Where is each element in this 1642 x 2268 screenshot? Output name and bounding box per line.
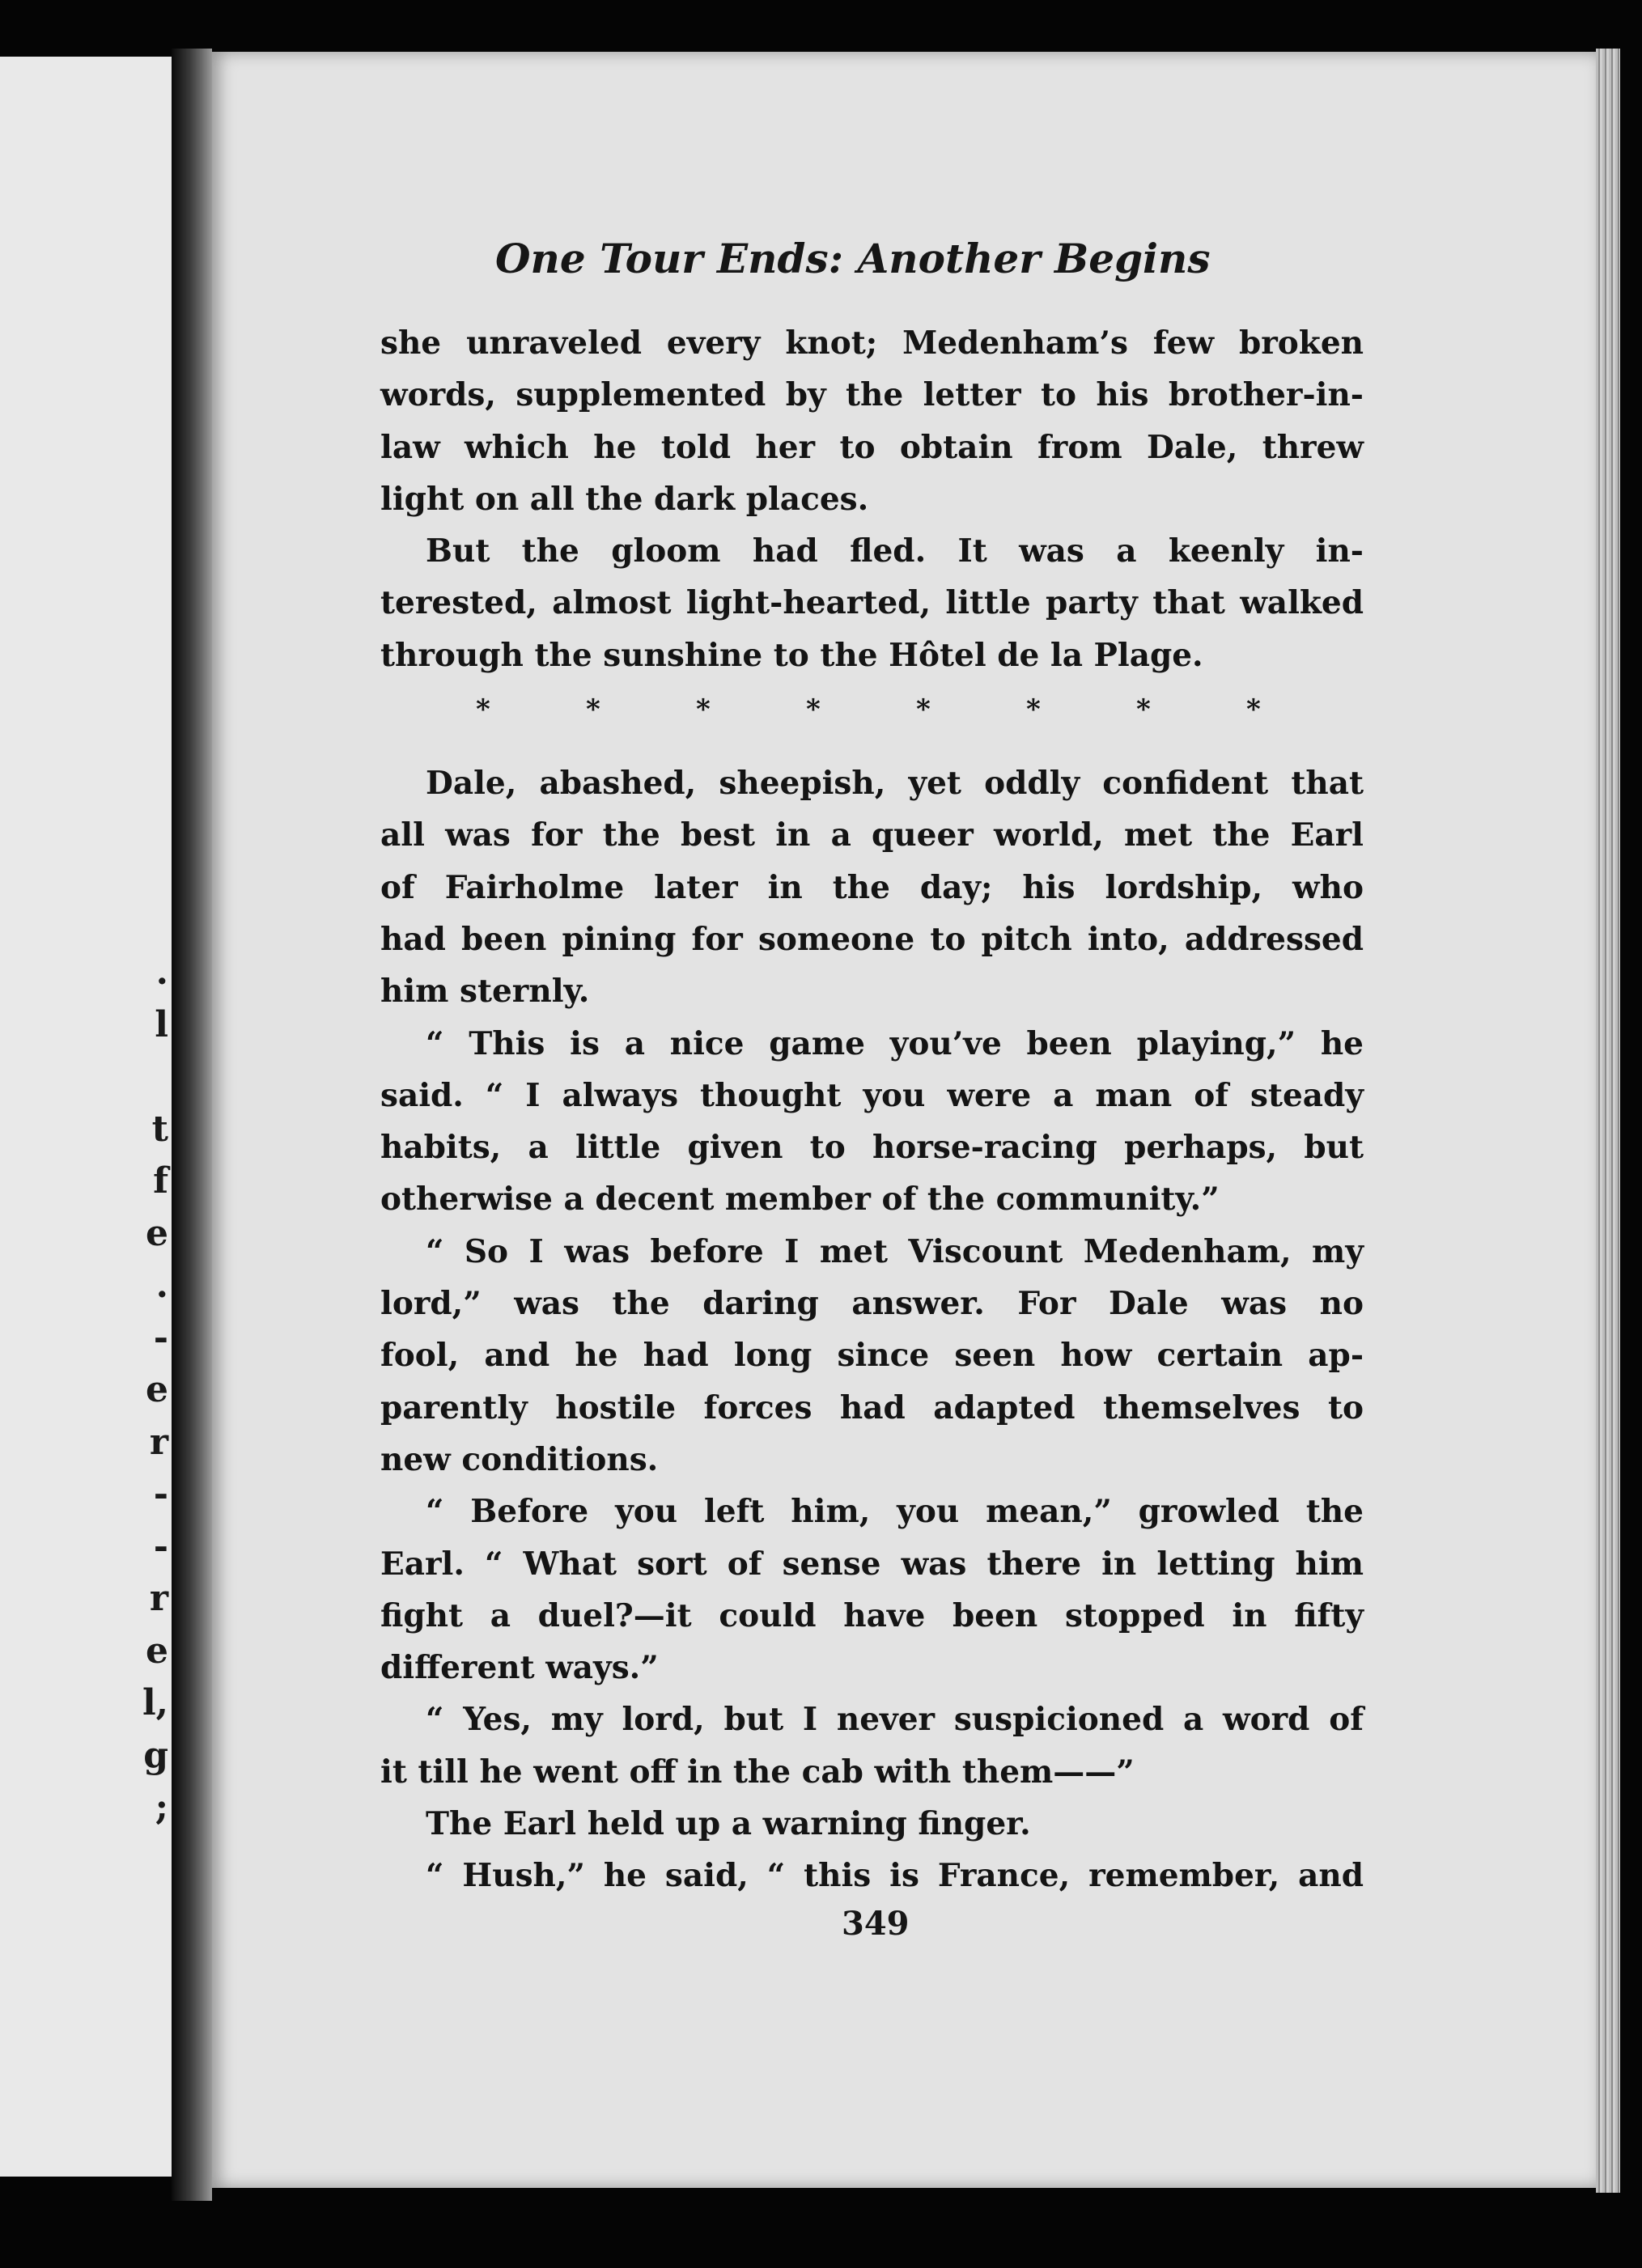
text-line: fight a duel?—it could have been stopped in fifty	[380, 1596, 1364, 1634]
fragment: l,	[142, 1682, 168, 1723]
text-line: had been pining for someone to pitch into, addressed	[380, 920, 1364, 958]
asterisk: *	[1026, 693, 1041, 727]
book-spine-gutter	[172, 49, 212, 2201]
spacer	[380, 738, 1364, 757]
fragment: e	[146, 1369, 168, 1410]
left-page	[0, 57, 172, 2177]
asterisk: *	[586, 693, 600, 727]
text-line: of Fairholme later in the day; his lordship, who	[380, 868, 1364, 906]
asterisk: *	[476, 693, 490, 727]
fragment: r	[149, 1578, 168, 1619]
text-line: “ Before you left him, you mean,” growled the	[426, 1493, 1364, 1531]
text-line: she unraveled every knot; Medenham’s few broken	[380, 324, 1364, 362]
page-edge	[1596, 49, 1620, 2193]
text-line: parently hostile forces had adapted themselves to	[380, 1388, 1364, 1427]
asterisk: *	[1136, 693, 1151, 727]
text-line: new conditions.	[380, 1440, 659, 1478]
fragment: g	[143, 1734, 168, 1776]
section-break	[380, 681, 1364, 738]
asterisk: *	[806, 693, 821, 727]
text-line: terested, almost light-hearted, little party that walked	[380, 584, 1364, 622]
fragment: e	[146, 1212, 168, 1254]
text-line: all was for the best in a queer world, met the Earl	[380, 816, 1364, 854]
text-line: “ Hush,” he said, “ this is France, remember, and	[426, 1857, 1364, 1895]
text-line: The Earl held up a warning finger.	[426, 1805, 1031, 1843]
text-line: “ So I was before I met Viscount Medenham, my	[426, 1232, 1364, 1270]
text-line: him sternly.	[380, 973, 590, 1011]
fragment: -	[153, 1316, 168, 1359]
fragment: l	[155, 1003, 168, 1045]
fragment: e	[146, 1630, 168, 1672]
text-line: different ways.”	[380, 1649, 659, 1687]
text-line: But the gloom had fled. It was a keenly in-	[426, 532, 1364, 570]
fragment: -	[153, 1525, 168, 1567]
text-line: “ Yes, my lord, but I never suspicioned a word of	[426, 1701, 1364, 1739]
fragment: ;	[155, 1787, 168, 1828]
fragment: r	[149, 1421, 168, 1463]
text-line: Dale, abashed, sheepish, yet oddly confident that	[426, 765, 1364, 803]
text-line: habits, a little given to horse-racing perhaps, but	[380, 1129, 1364, 1167]
text-line: words, supplemented by the letter to his brother-in-	[380, 376, 1364, 414]
text-line: fool, and he had long since seen how certain ap-	[380, 1337, 1364, 1375]
text-line: light on all the dark places.	[380, 480, 869, 518]
asterisk: *	[916, 693, 931, 727]
text-line: law which he told her to obtain from Dale, threw	[380, 428, 1364, 466]
text-line: through the sunshine to the Hôtel de la Plage.	[380, 636, 1203, 674]
fragment: f	[153, 1160, 168, 1202]
left-page-text-fragments	[120, 947, 168, 1834]
text-line: otherwise a decent member of the community.”	[380, 1181, 1220, 1219]
fragment: .	[155, 1265, 168, 1306]
fragment	[120, 1051, 168, 1104]
text-line: Earl. “ What sort of sense was there in letting him	[380, 1545, 1364, 1583]
asterisk: *	[696, 693, 711, 727]
text-line: said. “ I always thought you were a man of steady	[380, 1076, 1364, 1114]
text-line: it till he went off in the cab with them——”	[380, 1753, 1135, 1791]
body-text	[380, 317, 1364, 1902]
text-line: lord,” was the daring answer. For Dale was no	[380, 1285, 1364, 1323]
fragment: .	[155, 952, 168, 993]
asterisk: *	[1246, 693, 1261, 727]
page-number: 349	[842, 1905, 910, 1943]
fragment: t	[151, 1108, 168, 1150]
fragment: -	[153, 1473, 168, 1515]
text-line: “ This is a nice game you’ve been playing,” he	[426, 1024, 1364, 1062]
running-head: One Tour Ends: Another Begins	[495, 235, 1211, 282]
